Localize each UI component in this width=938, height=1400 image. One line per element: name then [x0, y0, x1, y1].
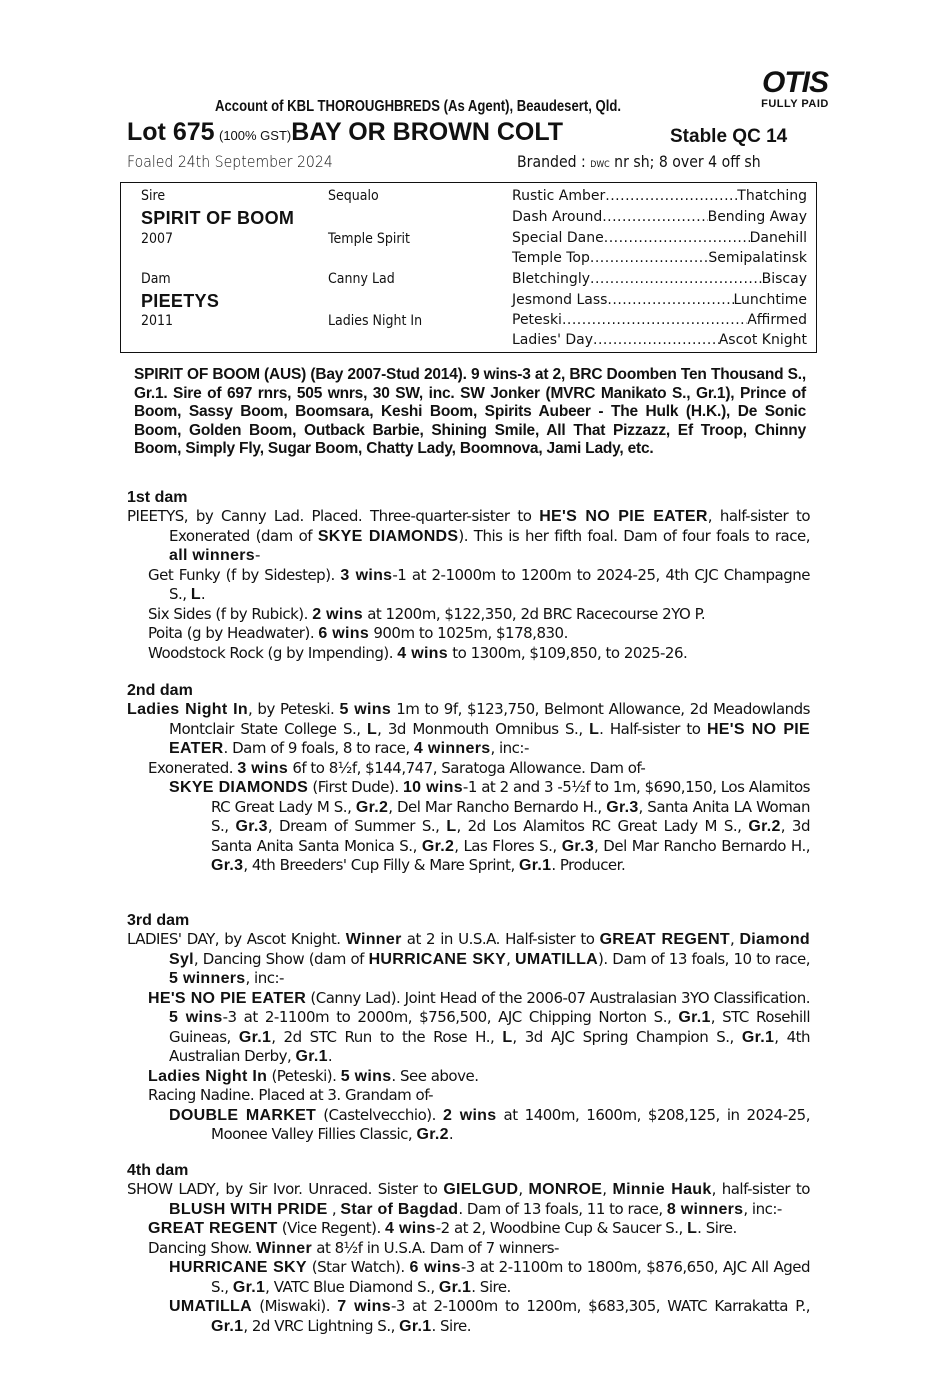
- pedigree-paragraph: Ladies Night In, by Peteski. 5 wins 1m to 9f, $123,750, Belmont Allowance, 2d Meadowlands Montclair State College S., L, 3d Monmouth Omnibus S., L. Half-sister to HE'S NO PIE EATER. Dam of 9 foals, 8 to race, 4 winners, inc:-: [127, 700, 811, 757]
- section-body: [127, 507, 810, 663]
- pedigree-paragraph: UMATILLA (Miswaki). 7 wins-3 at 2-1000m to 1200m, $683,305, WATC Karrakatta P., Gr.1, 2d VRC Lightning S., Gr.1. Sire.: [169, 1297, 811, 1335]
- dam-year: 2011: [141, 313, 174, 329]
- pedigree-paragraph: SKYE DIAMONDS (First Dude). 10 wins-1 at 2 and 3 -5½f to 1m, $690,150, Los Alamitos RC Great Lady M S., Gr.2, Del Mar Rancho Bernardo H., Gr.3, Santa Anita LA Woman S., Gr.3, Dream of Summer S., L, 2d Los Alamitos RC Great Lady M S., Gr.2, 3d Santa Anita Santa Monica S., Gr.2, Las Flores S., Gr.3, Del Mar Rancho Bernardo H., Gr.3, 4th Breeders' Cup Filly & Mare Sprint, Gr.1. Producer.: [169, 778, 811, 874]
- section-body: [127, 1180, 810, 1336]
- section-heading: 2nd dam: [127, 682, 193, 699]
- section-heading: 3rd dam: [127, 912, 190, 929]
- branded-details: nr sh; 8 over 4 off sh: [609, 152, 761, 171]
- gen3-row: Jesmond Lass ..... Lunchtime: [512, 292, 807, 308]
- pedigree-paragraph: HE'S NO PIE EATER (Canny Lad). Joint Head of the 2006-07 Australasian 3YO Classification. 5 wins-3 at 2-1100m to 2000m, $756,500, AJC Chipping Norton S., Gr.1, STC Rosehill Guineas, Gr.1, 2d STC Run to the Rose H., L, 3d AJC Spring Champion S., Gr.1, 4th Australian Derby, Gr.1.: [148, 988, 810, 1065]
- dam-section-1: [127, 488, 810, 663]
- dam-section-2: [127, 681, 810, 876]
- branding: [517, 152, 761, 171]
- pedigree-paragraph: Dancing Show. Winner at 8½f in U.S.A. Dam of 7 winners-: [148, 1238, 559, 1257]
- pedigree-paragraph: LADIES' DAY, by Ascot Knight. Winner at 2 in U.S.A. Half-sister to GREAT REGENT, Diamond Syl, Dancing Show (dam of HURRICANE SKY, UMATILLA). Dam of 13 foals, 10 to race, 5 winners, inc:-: [127, 930, 810, 987]
- pedigree-paragraph: Get Funky (f by Sidestep). 3 wins-1 at 2-1000m to 1200m to 2024-25, 4th CJC Champagne S., L.: [148, 565, 810, 603]
- grandsire-maternal: Canny Lad: [328, 271, 395, 287]
- gen3-row: Temple Top ..... Semipalatinsk: [512, 250, 807, 266]
- section-body: [127, 700, 810, 876]
- vendor-line: Account of KBL THOROUGHBREDS (As Agent), Beaudesert, Qld.: [215, 98, 622, 115]
- otis-logo: [752, 68, 838, 110]
- pedigree-paragraph: Racing Nadine. Placed at 3. Grandam of-: [148, 1086, 434, 1104]
- sire-summary: SPIRIT OF BOOM (AUS) (Bay 2007-Stud 2014). 9 wins-3 at 2, BRC Doomben Ten Thousand S., Gr.1. Sire of 697 rnrs, 505 wnrs, 30 SW, inc. SW Jonker (MVRC Manikato S., Gr.1), Prince of Boom, Sassy Boom, Boomsara, Keshi Boom, Spirits Aubeer - The Hulk (H.K.), De Sonic Boom, Golden Boom, Outback Barbie, Shining Smile, All That Pizzazz, Ef Troop, Chinny Boom, Simply Fly, Sugar Boom, Chatty Lady, Boomnova, Jami Lady, etc.: [134, 366, 806, 457]
- gen3-row: Special Dane ..... Danehill: [512, 230, 807, 246]
- granddam-paternal: Temple Spirit: [328, 231, 410, 247]
- sire-label: Sire: [141, 188, 166, 204]
- pedigree-paragraph: Woodstock Rock (g by Impending). 4 wins to 1300m, $109,850, to 2025-26.: [148, 643, 688, 662]
- gen3-row: Ladies' Day ..... Ascot Knight: [512, 332, 807, 348]
- section-heading: 4th dam: [127, 1162, 189, 1179]
- pedigree-paragraph: Poita (g by Headwater). 6 wins 900m to 1025m, $178,830.: [148, 624, 568, 642]
- pedigree-paragraph: Six Sides (f by Rubick). 2 wins at 1200m, $122,350, 2d BRC Racecourse 2YO P.: [148, 604, 706, 623]
- gen3-row: Rustic Amber ..... Thatching: [512, 188, 807, 204]
- gen3-row: Bletchingly ..... Biscay: [512, 271, 807, 287]
- pedigree-paragraph: GREAT REGENT (Vice Regent). 4 wins-2 at 2, Woodbine Cup & Saucer S., L. Sire.: [148, 1219, 737, 1237]
- section-body: [127, 930, 810, 1145]
- pedigree-paragraph: Exonerated. 3 wins 6f to 8½f, $144,747, Saratoga Allowance. Dam of-: [148, 758, 646, 777]
- granddam-maternal: Ladies Night In: [328, 313, 423, 329]
- gen3-row: Dash Around ..... Bending Away: [512, 209, 807, 225]
- sire-name: SPIRIT OF BOOM: [141, 208, 295, 228]
- dam-name: PIEETYS: [141, 291, 220, 311]
- grandsire-paternal: Sequalo: [328, 188, 379, 204]
- pedigree-paragraph: DOUBLE MARKET (Castelvecchio). 2 wins at 1400m, 1600m, $208,125, in 2024-25, Moonee Valley Fillies Classic, Gr.2.: [169, 1105, 810, 1143]
- lot-number: Lot 675: [127, 118, 215, 146]
- sire-year: 2007: [141, 231, 174, 247]
- dam-section-4: [127, 1161, 810, 1336]
- lot-description: BAY OR BROWN COLT: [291, 118, 563, 146]
- pedigree-table: [120, 182, 817, 353]
- foaled-date: Foaled 24th September 2024: [127, 152, 333, 171]
- section-heading: 1st dam: [127, 489, 188, 506]
- dam-label: Dam: [141, 271, 171, 287]
- pedigree-paragraph: Ladies Night In (Peteski). 5 wins. See above.: [148, 1066, 479, 1085]
- pedigree-paragraph: PIEETYS, by Canny Lad. Placed. Three-quarter-sister to HE'S NO PIE EATER, half-sister to Exonerated (dam of SKYE DIAMONDS). This is her fifth foal. Dam of four foals to race, all winners-: [127, 507, 810, 564]
- gen3-row: Peteski ..... Affirmed: [512, 312, 807, 328]
- stable-number: Stable QC 14: [670, 126, 788, 147]
- gst-note: (100% GST): [218, 128, 292, 143]
- fully-paid-label: FULLY PAID: [761, 98, 829, 110]
- pedigree-paragraph: SHOW LADY, by Sir Ivor. Unraced. Sister to GIELGUD, MONROE, Minnie Hauk, half-sister to BLUSH WITH PRIDE , Star of Bagdad. Dam of 13 foals, 11 to race, 8 winners, inc:-: [127, 1180, 810, 1218]
- dam-section-3: [127, 911, 810, 1145]
- branded-prefix: Branded :: [517, 152, 591, 171]
- pedigree-paragraph: HURRICANE SKY (Star Watch). 6 wins-3 at 2-1100m to 1800m, $876,650, AJC All Aged S., Gr.1, VATC Blue Diamond S., Gr.1. Sire.: [169, 1258, 810, 1296]
- lot-line: [127, 118, 563, 147]
- brand-mark: DWC: [590, 160, 610, 170]
- otis-logo-mark: OTIS: [761, 66, 828, 99]
